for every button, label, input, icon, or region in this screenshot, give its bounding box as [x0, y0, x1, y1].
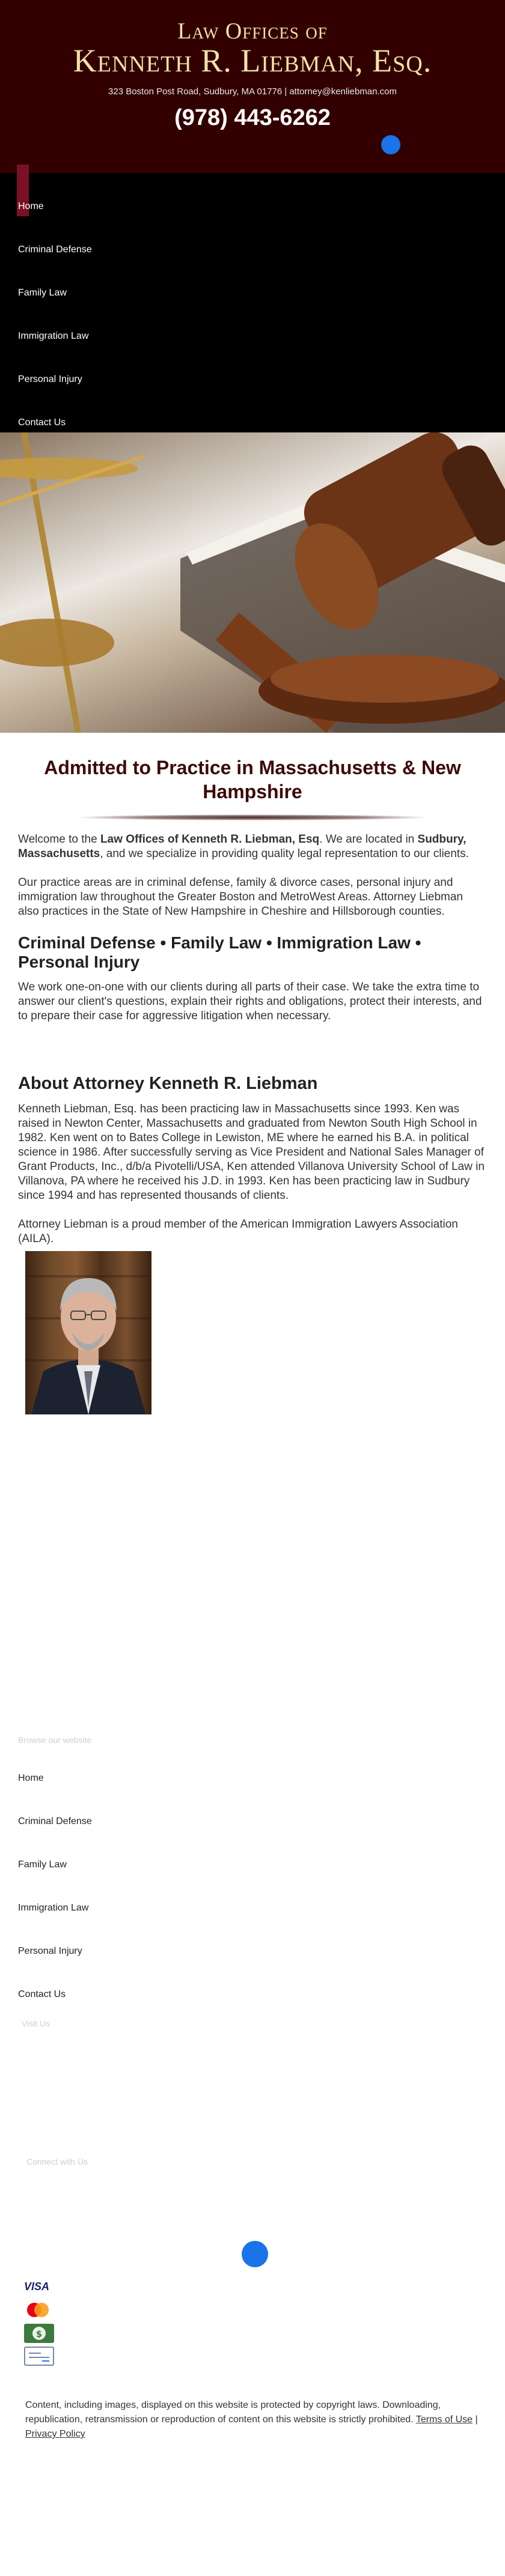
terms-of-use-link[interactable]: Terms of Use [415, 2414, 473, 2425]
practice-areas-heading: Criminal Defense • Family Law • Immigration Law • Personal Injury [18, 933, 421, 971]
footer-nav-criminal-defense[interactable]: Criminal Defense [18, 1816, 92, 1826]
cash-icon [24, 2324, 54, 2343]
practice-areas-paragraph: Our practice areas are in criminal defense, family & divorce cases, personal injury and immigration law throughout the Greater Boston and MetroWest Areas. Attorney Liebman also practices in the State of New Hampshire in Cheshire and Hillsborough counties. [18, 876, 463, 918]
attorney-portrait [25, 1251, 152, 1414]
privacy-policy-link[interactable]: Privacy Policy [25, 2429, 85, 2439]
one-on-one-paragraph: We work one-on-one with our clients during all parts of their case. We take the extra time to answer our client's questions, explain their rights and obligations, protect their interests, and to prepare their case for aggressive litigation when necessary. [18, 981, 482, 1022]
hero-image-gavel-scales [0, 432, 505, 733]
nav-item-criminal-defense[interactable]: Criminal Defense [18, 244, 92, 255]
footer-nav-family-law[interactable]: Family Law [18, 1859, 67, 1870]
nav-item-home[interactable]: Home [18, 201, 44, 211]
accessibility-widget-icon[interactable] [381, 135, 400, 154]
payment-methods [24, 2281, 505, 2366]
check-icon [24, 2347, 54, 2366]
footer-nav-personal-injury[interactable]: Personal Injury [18, 1946, 82, 1956]
site-footer [0, 1414, 505, 2439]
about-heading: About Attorney Kenneth R. Liebman [18, 1074, 318, 1093]
decorative-divider [78, 814, 427, 820]
main-content [0, 756, 505, 1414]
firm-title-line1: Law Offices of [177, 19, 328, 44]
nav-item-immigration-law[interactable]: Immigration Law [18, 331, 89, 341]
connect-heading: Connect with Us [26, 2157, 88, 2166]
nav-item-family-law[interactable]: Family Law [18, 288, 67, 298]
site-header [0, 0, 505, 173]
phone-number[interactable]: (978) 443-6262 [174, 105, 331, 130]
nav-item-contact-us[interactable]: Contact Us [18, 417, 66, 428]
mastercard-icon [24, 2301, 52, 2319]
copyright-notice: Content, including images, displayed on this website is protected by copyright laws. Downloading, republication, retransmission or reproduction of content on this website is strictly prohibited. Terms of Use | Privacy Policy [25, 2400, 478, 2439]
footer-nav-home[interactable]: Home [18, 1773, 44, 1783]
nav-item-personal-injury[interactable]: Personal Injury [18, 374, 82, 384]
main-nav [0, 173, 505, 432]
footer-nav-immigration-law[interactable]: Immigration Law [18, 1903, 89, 1913]
browse-heading: Browse our website [18, 1735, 92, 1745]
aila-paragraph: Attorney Liebman is a proud member of the American Immigration Lawyers Association (AILA). [18, 1218, 458, 1245]
footer-nav-contact-us[interactable]: Contact Us [18, 1989, 66, 1999]
welcome-paragraph: Welcome to the Law Offices of Kenneth R. Liebman, Esq. We are located in Sudbury, Massachusetts, and we specialize in providing quality legal representation to our clients. [18, 833, 469, 860]
visit-heading: Visit Us [22, 2019, 50, 2028]
about-paragraph: Kenneth Liebman, Esq. has been practicing law in Massachusetts since 1993. Ken was raised in Newton Center, Massachusetts and graduated from Newton South High School in 1982. Ken went on to Bates College in Lewiston, ME where he earned his B.A. in political science in 1986. After successfully serving as Vice President and National Sales Manager of Grant Products, Inc., d/b/a Pivotelli/USA, Ken attended Villanova University School of Law in Villanova, PA where he received his J.D. in 1993. Ken has been practicing law in Sudbury since 1994 and has represented thousands of clients. [18, 1103, 485, 1202]
social-icon[interactable] [242, 2241, 268, 2267]
page-headline: Admitted to Practice in Massachusetts & New Hampshire [44, 757, 461, 802]
svg-text:$: $ [35, 2329, 43, 2339]
firm-title-line2: Kenneth R. Liebman, Esq. [73, 43, 432, 79]
gavel-scales-illustration [0, 432, 505, 733]
visa-icon: VISA [24, 2281, 50, 2293]
address-email[interactable]: 323 Boston Post Road, Sudbury, MA 01776 | attorney@kenliebman.com [108, 86, 397, 97]
